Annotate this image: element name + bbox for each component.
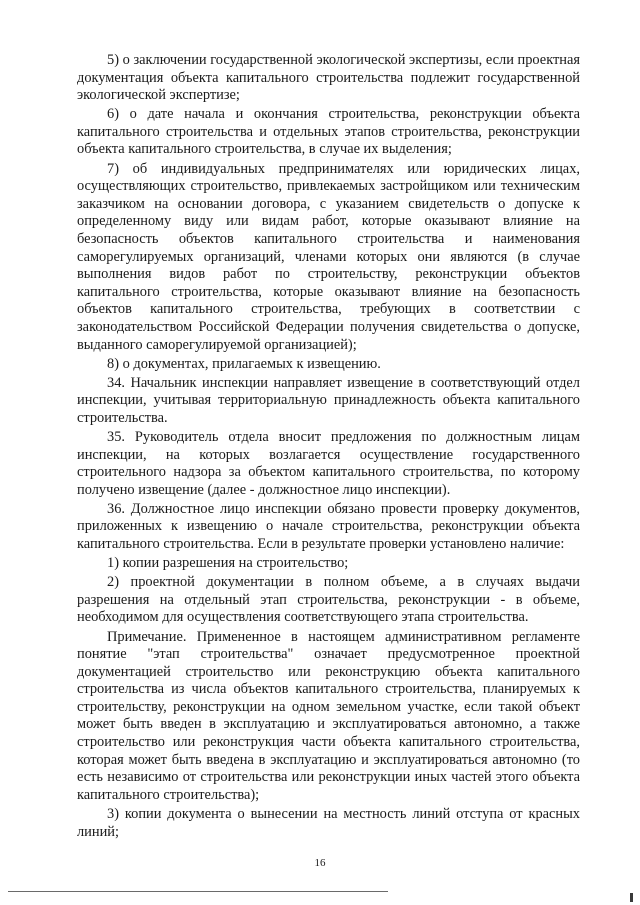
paragraph-clause-36: 36. Должностное лицо инспекции обязано провести проверку документов, приложенных к извещению о начале строительства, реконструкции объекта капитального строительства. Если в результате проверки установлено наличие: — [77, 500, 580, 553]
paragraph-check-3: 3) копии документа о вынесении на местность линий отступа от красных линий; — [77, 805, 580, 840]
paragraph-clause-35: 35. Руководитель отдела вносит предложения по должностным лицам инспекции, на которых возлагается осуществление государственного строительного надзора за объектом капитального строительства, по которому получено извещение (далее - должностное лицо инспекции). — [77, 428, 580, 498]
paragraph-item-5: 5) о заключении государственной экологической экспертизы, если проектная документация объекта капитального строительства подлежит государственной экологической экспертизе; — [77, 52, 580, 104]
paragraph-clause-34: 34. Начальник инспекции направляет извещение в соответствующий отдел инспекции, учитывая территориальную принадлежность объекта капитального строительства. — [77, 374, 580, 426]
paragraph-item-6: 6) о дате начала и окончания строительства, реконструкции объекта капитального строительства и отдельных этапов строительства, реконструкции объекта капитального строительства, в случае их выделения; — [77, 106, 580, 158]
paragraph-item-8: 8) о документах, прилагаемых к извещению. — [107, 355, 381, 372]
page-number: 16 — [314, 857, 326, 869]
scan-artifact — [630, 893, 633, 902]
paragraph-check-2: 2) проектной документации в полном объеме, а в случаях выдачи разрешения на отдельный этап строительства, реконструкции - в объеме, необходимом для осуществления соответствующего этапа строительства. — [77, 574, 580, 626]
paragraph-check-1: 1) копии разрешения на строительство; — [107, 555, 349, 572]
paragraph-note: Примечание. Примененное в настоящем административном регламенте понятие "этап строительства" означает предусмотренное проектной документацией строительство или реконструкцию объекта капитального строительства из числа объектов капитального строительства, планируемых к строительству, реконструкции на одном земельном участке, если такой объект может быть введен в эксплуатацию и эксплуатироваться автономно, а также строительство или реконструкция части объекта капитального строительства, которая может быть введена в эксплуатацию и эксплуатироваться автономно (то есть независимо от строительства или реконструкции иных частей этого объекта капитального строительства); — [77, 628, 580, 803]
document-body — [77, 52, 580, 843]
paragraph-item-7: 7) об индивидуальных предпринимателях или юридических лицах, осуществляющих строительство, привлекаемых застройщиком или техническим заказчиком на основании договора, с указанием свидетельств о допуске к определенному виду или видам работ, которые оказывают влияние на безопасность объектов капитального строительства и наименования саморегулируемых организаций, членами которых они являются (в случае выполнения видов работ по строительству, реконструкции объектов капитального строительства, которые оказывают влияние на безопасность объектов капитального строительства, требующих в соответствии с законодательством Российской Федерации получения свидетельства о допуске, выданного саморегулируемой организацией); — [77, 160, 580, 353]
footer-divider — [8, 891, 388, 892]
